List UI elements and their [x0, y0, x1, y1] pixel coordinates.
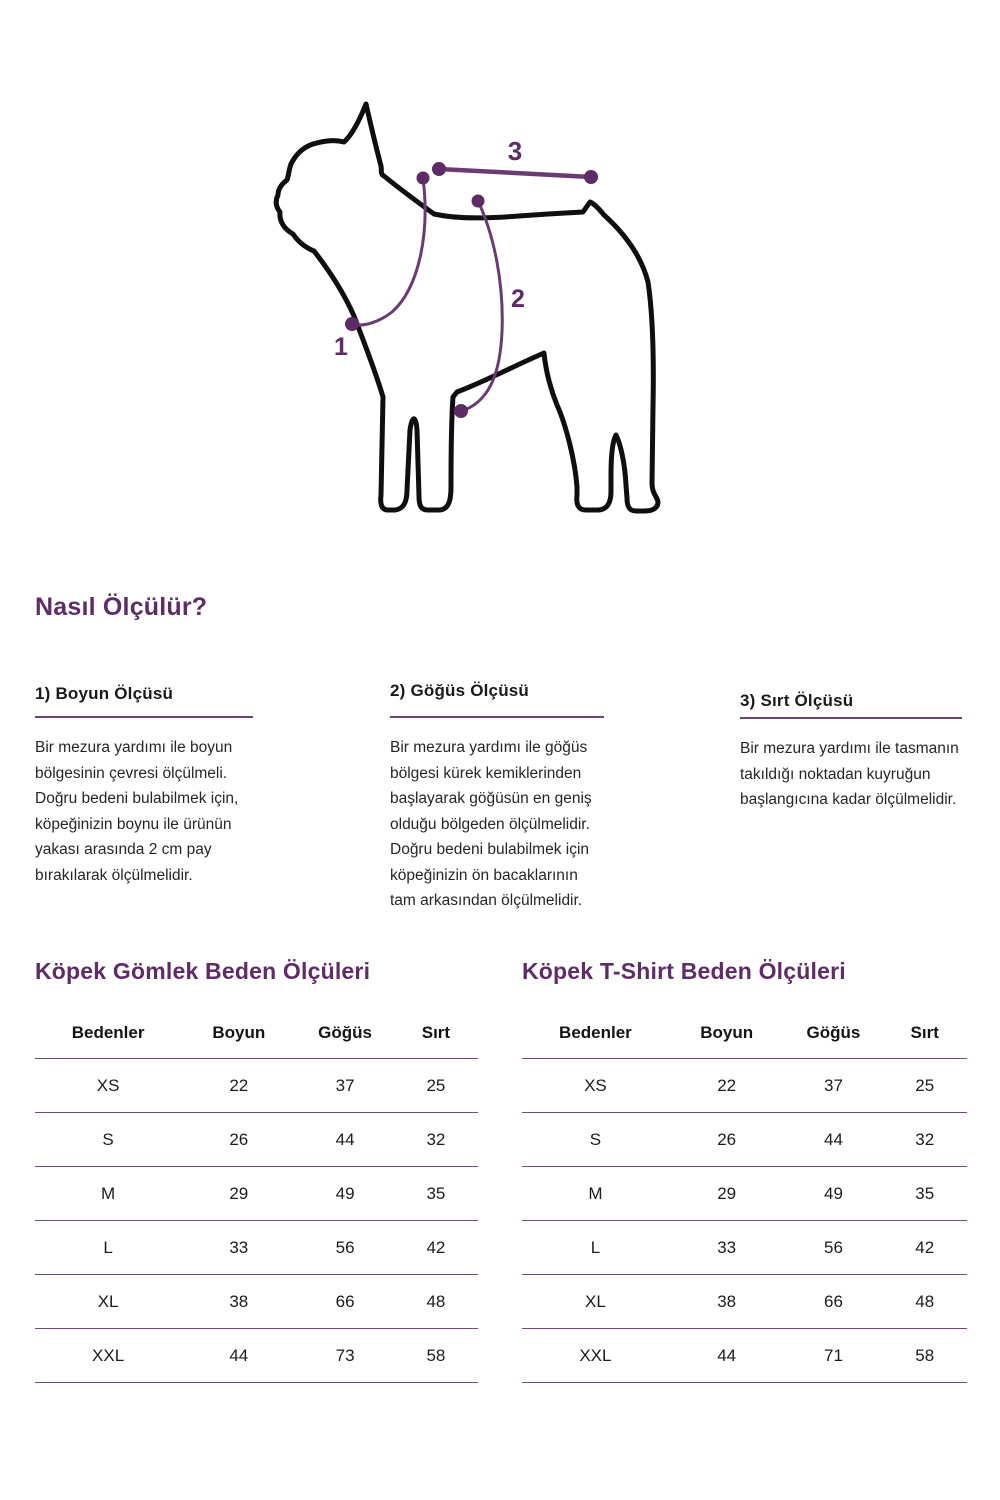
measurement-value-cell: 32: [882, 1113, 967, 1167]
section-chest: [390, 681, 604, 914]
size-label-cell: M: [522, 1167, 669, 1221]
section-neck-heading: 1) Boyun Ölçüsü: [35, 684, 174, 703]
shirt-size-table: [35, 958, 478, 1383]
measurement-value-cell: 44: [785, 1113, 883, 1167]
table-row: [35, 1221, 478, 1275]
table-row: [522, 1167, 967, 1221]
size-label-cell: XXL: [35, 1329, 181, 1383]
how-to-title: Nasıl Ölçülür?: [35, 593, 208, 621]
size-label-cell: XXL: [522, 1329, 669, 1383]
measurement-value-cell: 42: [882, 1221, 967, 1275]
size-label-cell: L: [522, 1221, 669, 1275]
section-neck-rule: [35, 716, 253, 718]
neck-measure-label: 1: [334, 333, 348, 361]
column-header-neck: Boyun: [181, 1001, 296, 1059]
measurement-value-cell: 56: [296, 1221, 393, 1275]
table-row: [35, 1275, 478, 1329]
back-measure-dot-right: [584, 170, 598, 184]
table-row: [522, 1221, 967, 1275]
table-row: [35, 1167, 478, 1221]
measurement-value-cell: 49: [785, 1167, 883, 1221]
measurement-value-cell: 37: [296, 1059, 393, 1113]
section-chest-rule: [390, 716, 604, 718]
measurement-value-cell: 22: [181, 1059, 296, 1113]
section-back-body: Bir mezura yardımı ile tasmanın takıldığı noktadan kuyruğun başlangıcına kadar ölçülmelidir.: [740, 740, 959, 808]
measurement-value-cell: 49: [296, 1167, 393, 1221]
measurement-value-cell: 58: [882, 1329, 967, 1383]
table-row: [35, 1329, 478, 1383]
measurement-value-cell: 71: [785, 1329, 883, 1383]
measurement-value-cell: 25: [394, 1059, 478, 1113]
measurement-value-cell: 35: [882, 1167, 967, 1221]
column-header-chest: Göğüs: [296, 1001, 393, 1059]
section-back-heading: 3) Sırt Ölçüsü: [740, 691, 854, 710]
measurement-value-cell: 25: [882, 1059, 967, 1113]
measurement-value-cell: 42: [394, 1221, 478, 1275]
section-neck-body: Bir mezura yardımı ile boyun bölgesinin çevresi ölçülmeli. Doğru bedeni bulabilmek için, köpeğinizin boynu ile ürünün yakası arasında 2 cm pay bırakılarak ölçülmelidir.: [35, 739, 239, 884]
neck-measure-dot-bottom: [345, 317, 359, 331]
back-measure-dot-left: [432, 162, 446, 176]
measurement-value-cell: 38: [181, 1275, 296, 1329]
table-row: [522, 1275, 967, 1329]
dog-outline: [276, 104, 658, 511]
measurement-value-cell: 29: [181, 1167, 296, 1221]
measurement-value-cell: 48: [394, 1275, 478, 1329]
measurement-value-cell: 37: [785, 1059, 883, 1113]
column-header-back: Sırt: [394, 1001, 478, 1059]
chest-measure-dot-bottom: [454, 404, 468, 418]
table-row: [35, 1113, 478, 1167]
tshirt-size-grid: [522, 1001, 967, 1383]
column-header-sizes: Bedenler: [35, 1001, 181, 1059]
section-chest-body: Bir mezura yardımı ile göğüs bölgesi kürek kemiklerinden başlayarak göğüsün en geniş olduğu bölgeden ölçülmelidir. Doğru bedeni bulabilmek için köpeğinizin ön bacaklarının tam arkasından ölçülmelidir.: [390, 739, 592, 909]
section-neck: [35, 684, 253, 888]
measurement-value-cell: 58: [394, 1329, 478, 1383]
size-label-cell: S: [35, 1113, 181, 1167]
size-label-cell: M: [35, 1167, 181, 1221]
section-back: [740, 691, 962, 813]
back-measure-line: [439, 169, 591, 177]
measurement-value-cell: 32: [394, 1113, 478, 1167]
table-row: [522, 1113, 967, 1167]
chest-measure-label: 2: [511, 285, 525, 313]
measurement-value-cell: 44: [181, 1329, 296, 1383]
measurement-value-cell: 38: [669, 1275, 785, 1329]
section-chest-heading: 2) Göğüs Ölçüsü: [390, 681, 530, 700]
table-row: [522, 1329, 967, 1383]
shirt-size-grid: [35, 1001, 478, 1383]
size-label-cell: XS: [522, 1059, 669, 1113]
tshirt-size-table: [522, 958, 967, 1383]
shirt-size-table-title: Köpek Gömlek Beden Ölçüleri: [35, 958, 371, 984]
measurement-value-cell: 26: [181, 1113, 296, 1167]
table-header-row: [35, 1001, 478, 1059]
back-measure-label: 3: [507, 136, 523, 166]
column-header-sizes: Bedenler: [522, 1001, 669, 1059]
column-header-chest: Göğüs: [785, 1001, 883, 1059]
measurement-value-cell: 66: [785, 1275, 883, 1329]
dog-diagram-svg: [260, 85, 720, 565]
table-row: [522, 1059, 967, 1113]
dog-measurement-figure: [260, 85, 720, 565]
measurement-value-cell: 33: [181, 1221, 296, 1275]
neck-measure-dot-top: [417, 172, 430, 185]
size-label-cell: L: [35, 1221, 181, 1275]
measurement-value-cell: 26: [669, 1113, 785, 1167]
measurement-value-cell: 29: [669, 1167, 785, 1221]
tshirt-size-table-title: Köpek T-Shirt Beden Ölçüleri: [522, 958, 846, 984]
measurement-value-cell: 73: [296, 1329, 393, 1383]
measurement-value-cell: 48: [882, 1275, 967, 1329]
measurement-value-cell: 35: [394, 1167, 478, 1221]
size-label-cell: XL: [522, 1275, 669, 1329]
column-header-back: Sırt: [882, 1001, 967, 1059]
table-row: [35, 1059, 478, 1113]
section-back-rule: [740, 717, 962, 719]
table-header-row: [522, 1001, 967, 1059]
chest-measure-dot-top: [472, 195, 485, 208]
measurement-value-cell: 22: [669, 1059, 785, 1113]
measurement-value-cell: 33: [669, 1221, 785, 1275]
measurement-value-cell: 44: [296, 1113, 393, 1167]
size-label-cell: XL: [35, 1275, 181, 1329]
measurement-value-cell: 56: [785, 1221, 883, 1275]
size-label-cell: S: [522, 1113, 669, 1167]
measurement-value-cell: 44: [669, 1329, 785, 1383]
measurement-value-cell: 66: [296, 1275, 393, 1329]
size-label-cell: XS: [35, 1059, 181, 1113]
column-header-neck: Boyun: [669, 1001, 785, 1059]
